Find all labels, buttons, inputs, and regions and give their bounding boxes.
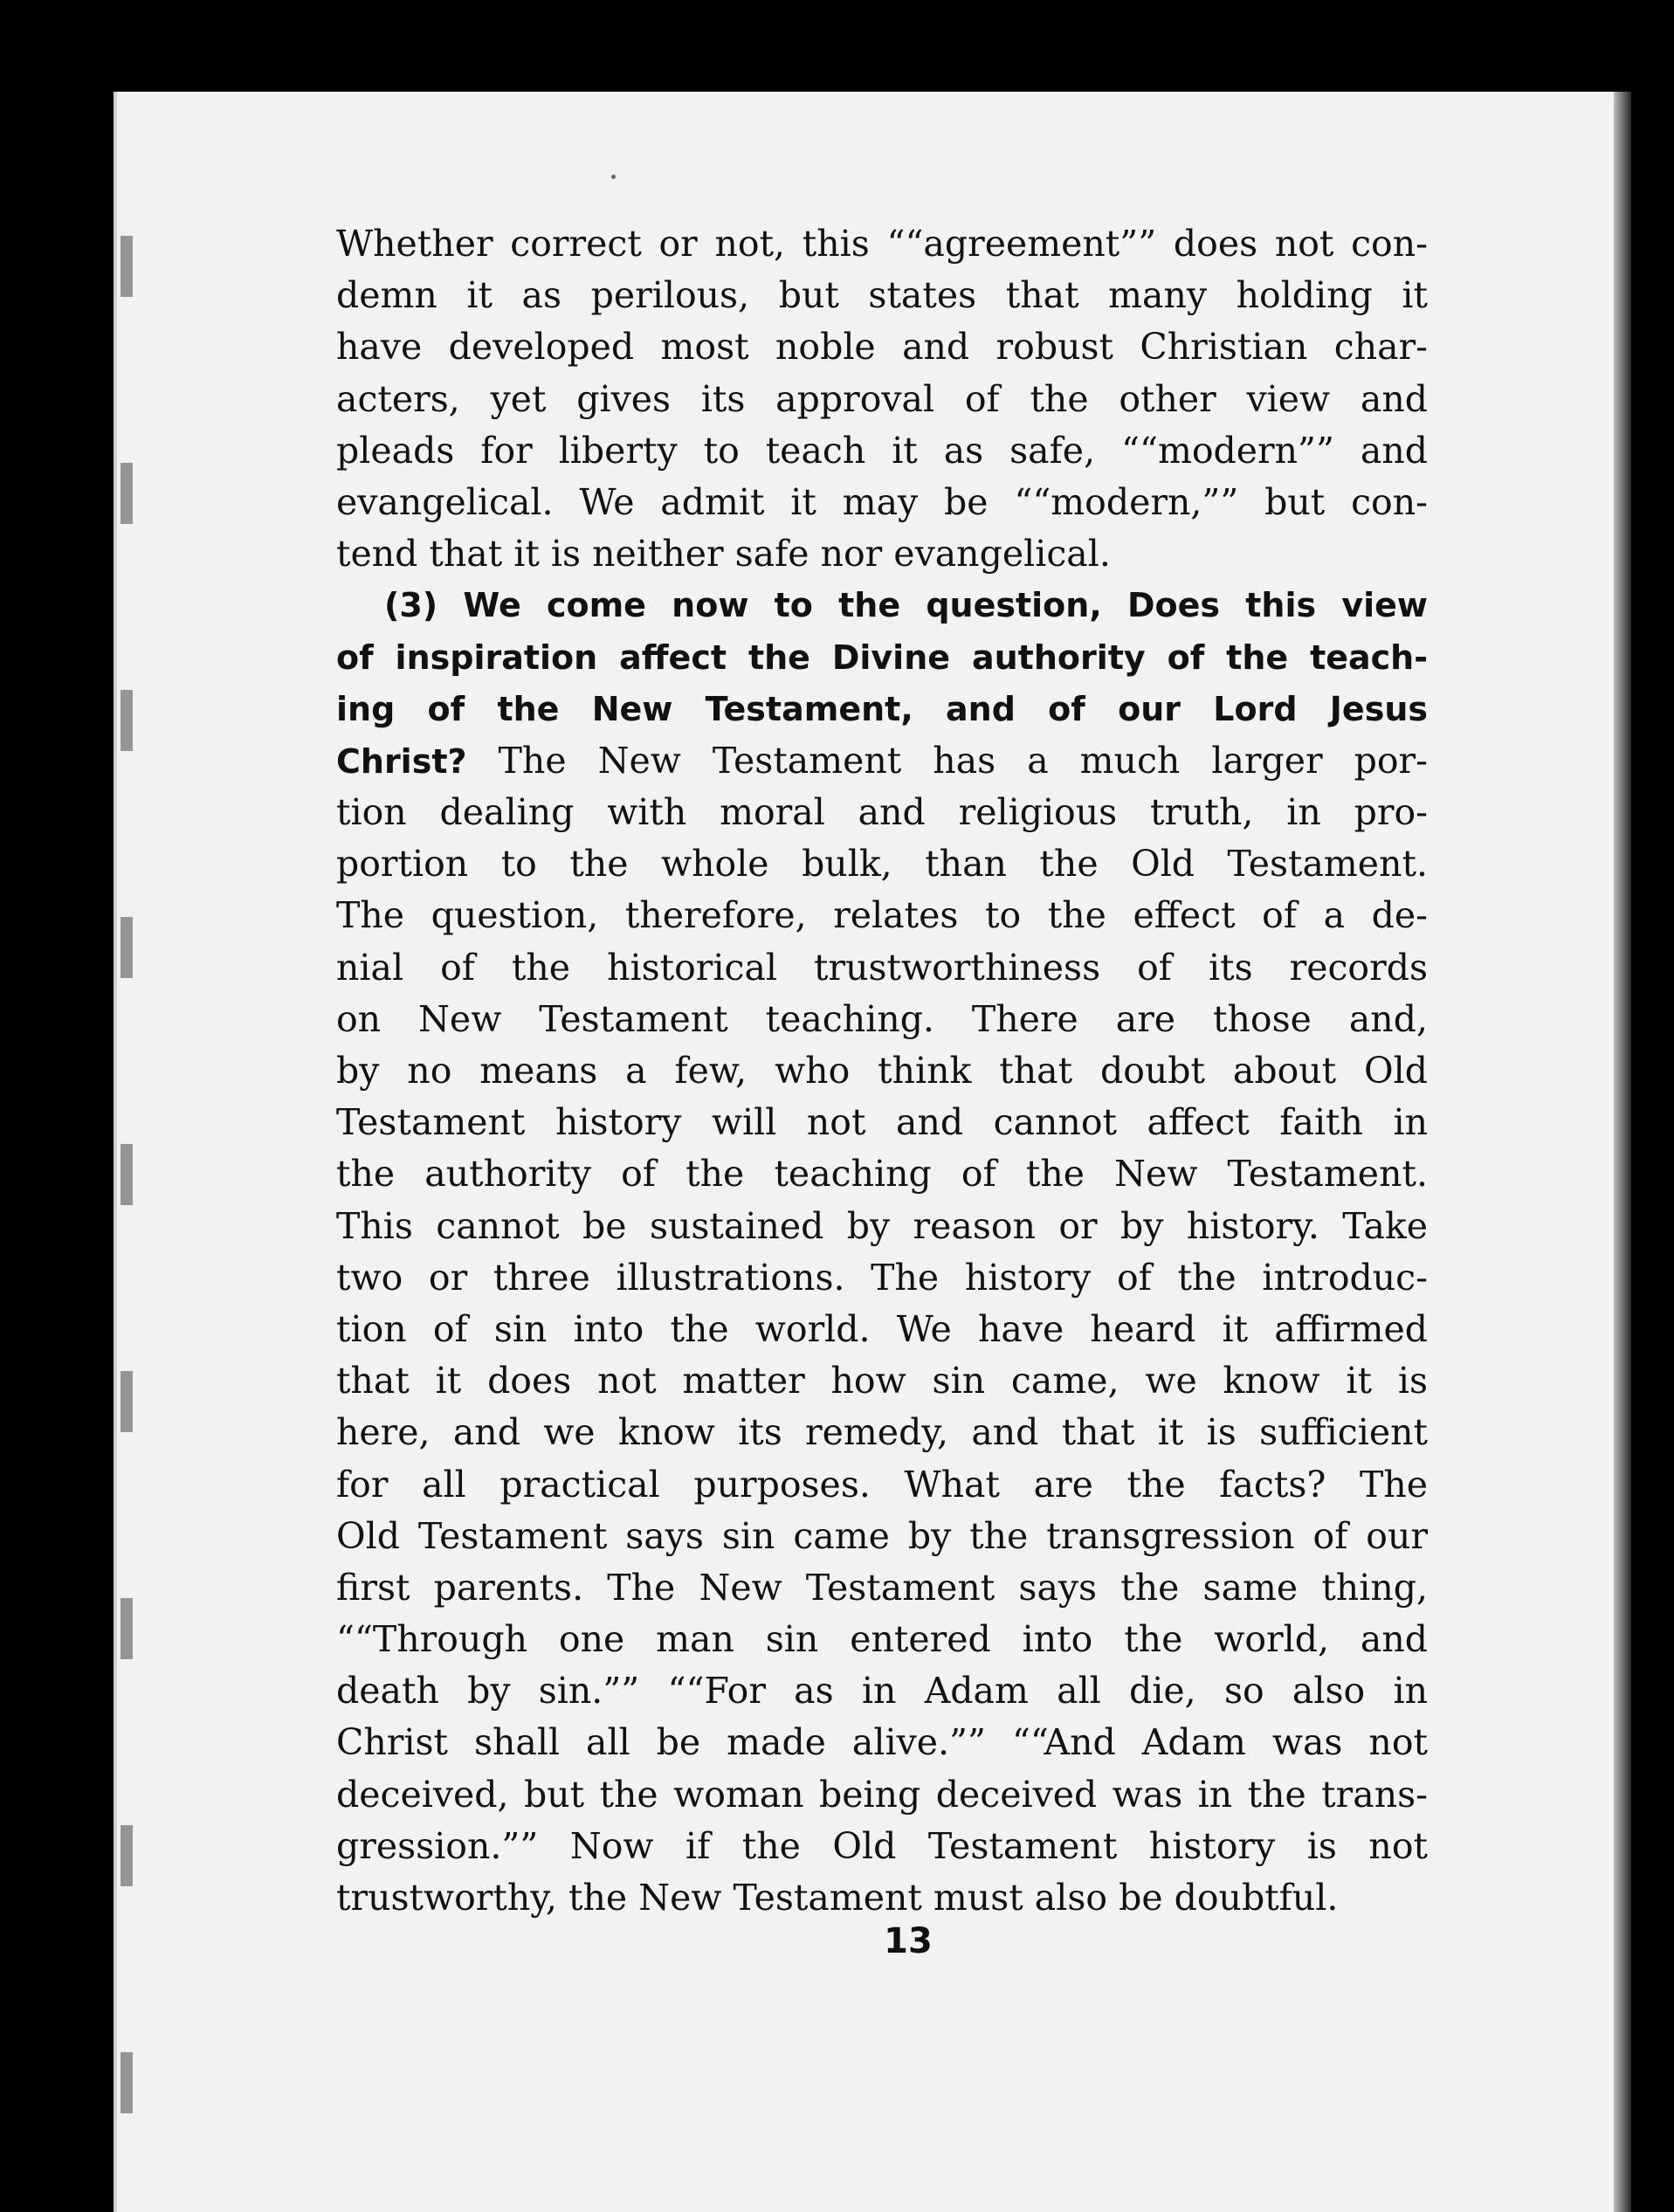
text-line: trustworthy, the New Testament must also be doubtful. bbox=[336, 1877, 1339, 1919]
text-line: ““Through one man sin entered into the world, and bbox=[336, 1618, 1428, 1661]
text-line: Whether correct or not, this ““agreement”” does not con- bbox=[336, 223, 1428, 265]
text-line: evangelical. We admit it may be ““modern,”” but con- bbox=[336, 480, 1428, 523]
text-line: This cannot be sustained by reason or by history. Take bbox=[336, 1204, 1428, 1247]
text-line: tion dealing with moral and religious truth, in pro- bbox=[336, 791, 1428, 834]
text-line: that it does not matter how sin came, we know it is bbox=[336, 1360, 1428, 1402]
bold-text-line: of inspiration affect the Divine authority of the teach- bbox=[336, 637, 1428, 677]
mixed-text-line bbox=[336, 735, 1428, 787]
text-line: Testament history will not and cannot affect faith in bbox=[336, 1101, 1428, 1144]
bold-text-line: (3) We come now to the question, Does this view bbox=[384, 586, 1428, 625]
speck bbox=[611, 175, 616, 179]
page-body-text bbox=[336, 218, 1428, 1924]
gutter-binding-marks bbox=[121, 131, 133, 2192]
text-line: two or three illustrations. The history of the introduc- bbox=[336, 1256, 1428, 1299]
text-line: deceived, but the woman being deceived was in the trans- bbox=[336, 1773, 1428, 1816]
text-line: The question, therefore, relates to the effect of a de- bbox=[336, 894, 1428, 937]
text-line: tion of sin into the world. We have heard it affirmed bbox=[336, 1307, 1428, 1350]
text-line: first parents. The New Testament says the same thing, bbox=[336, 1566, 1428, 1609]
text-line: acters, yet gives its approval of the other view and bbox=[336, 377, 1428, 420]
text-line: Old Testament says sin came by the transgression of our bbox=[336, 1514, 1428, 1557]
text-line: here, and we know its remedy, and that it is sufficient bbox=[336, 1411, 1428, 1454]
text-line: by no means a few, who think that doubt about Old bbox=[336, 1050, 1428, 1092]
page-edge-shadow bbox=[1614, 92, 1631, 2212]
text-line: death by sin.”” ““For as in Adam all die, so also in bbox=[336, 1670, 1428, 1712]
text-line: portion to the whole bulk, than the Old Testament. bbox=[336, 843, 1428, 885]
text-line: pleads for liberty to teach it as safe, ““modern”” and bbox=[336, 429, 1428, 472]
text-line: Christ shall all be made alive.”” ““And Adam was not bbox=[336, 1721, 1428, 1764]
text-line: on New Testament teaching. There are those and, bbox=[336, 997, 1428, 1040]
bold-text-line: ing of the New Testament, and of our Lord Jesus bbox=[336, 689, 1428, 728]
text-line: gression.”” Now if the Old Testament history is not bbox=[336, 1824, 1428, 1867]
page-number: 13 bbox=[884, 1921, 933, 1961]
text-line: have developed most noble and robust Christian char- bbox=[336, 326, 1428, 369]
text-phrase: The New Testament has a much larger por- bbox=[466, 739, 1428, 782]
bold-phrase: Christ? bbox=[336, 741, 467, 781]
text-line: tend that it is neither safe nor evangelical. bbox=[336, 533, 1111, 575]
text-line: nial of the historical trustworthiness of its records bbox=[336, 946, 1428, 989]
text-line: the authority of the teaching of the New Testament. bbox=[336, 1153, 1428, 1196]
text-line: demn it as perilous, but states that many holding it bbox=[336, 274, 1428, 317]
text-line: for all practical purposes. What are the facts? The bbox=[336, 1463, 1428, 1506]
